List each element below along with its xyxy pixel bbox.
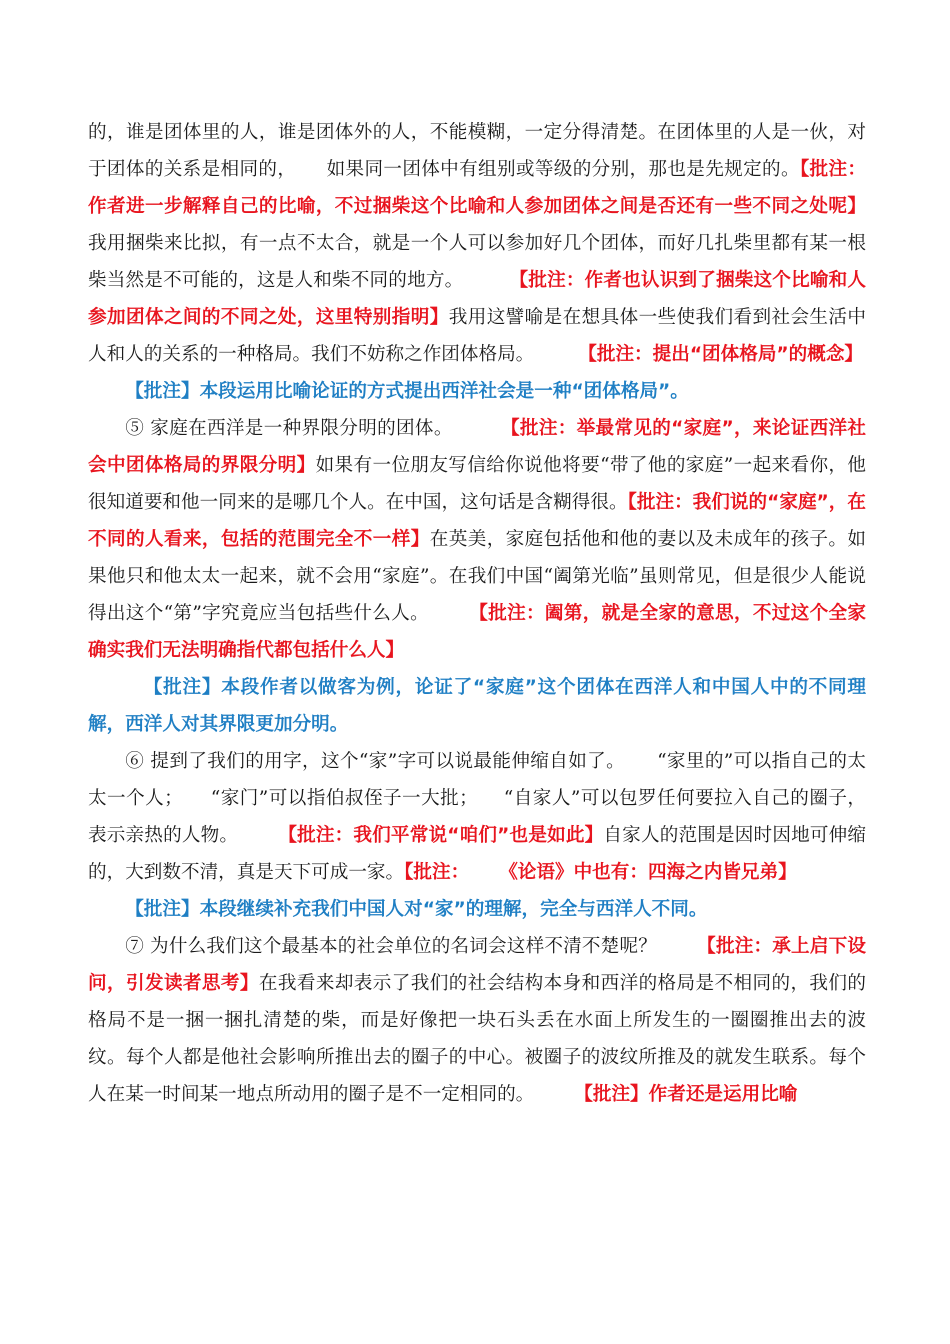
body-text: 我用这譬喻是在想具体一些使我们看到社会生活中人和人的关系的一种格局。我们不妨称之作团体格局。 xyxy=(88,307,866,365)
summary-annotation-3 xyxy=(88,891,866,928)
summary-annotation-1 xyxy=(88,373,866,410)
red-annotation: 《论语》中也有：四海之内皆兄弟】 xyxy=(499,862,797,883)
blue-annotation: 【批注】本段作者以做客为例，论证了“家庭”这个团体在西洋人和中国人中的不同理解，西洋人对其界限更加分明。 xyxy=(88,677,866,735)
paragraph-5 xyxy=(88,410,866,669)
body-text: ⑦ 为什么我们这个最基本的社会单位的名词会这样不清不楚呢？ xyxy=(125,936,657,957)
red-annotation: 【批注：提出“团体格局”的概念】 xyxy=(578,344,864,365)
document-page xyxy=(88,114,866,1113)
red-annotation: 【批注】作者还是运用比喻 xyxy=(574,1084,798,1105)
body-text: 在我看来却表示了我们的社会结构本身和西洋的格局是不相同的，我们的格局不是一捆一捆扎清楚的柴，而是好像把一块石头丢在水面上所发生的一圈圈推出去的波纹。每个人都是他社会影响所推出去的圈子的中心。被圈子的波纹所推及的就发生联系。每个人在某一时间某一地点所动用的圈子是不一定相同的。 xyxy=(88,973,866,1105)
body-text: 的，谁是团体里的人，谁是团体外的人，不能模糊，一定分得清楚。在团体里的人是一伙，对于团体的关系是相同的， xyxy=(88,122,866,180)
body-text: 自家人的范围是因时因地可伸缩的，大到数不清，真是天下可成一家。 xyxy=(88,825,866,883)
body-text: 在英美，家庭包括他和他的妻以及未成年的孩子。如果他只和他太太一起来，就不会用“家庭”。在我们中国“阖第光临”虽则常见，但是很少人能说得出这个“第”字究竟应当包括些什么人。 xyxy=(88,529,866,624)
red-annotation: 【批注：我们说的“家庭”，在不同的人看来，包括的范围完全不一样】 xyxy=(88,492,866,550)
body-text: 如果有一位朋友写信给你说他将要“带了他的家庭”一起来看你，他很知道要和他一同来的是哪几个人。在中国，这句话是含糊得很。 xyxy=(88,455,866,513)
body-text: 如果同一团体中有组别或等级的分别，那也是先规定的。 xyxy=(326,159,800,180)
body-text: “家里的”可以指自己的太太一个人； xyxy=(88,751,866,809)
body-text: “自家人”可以包罗任何要拉入自己的圈子，表示亲热的人物。 xyxy=(88,788,866,846)
body-text: ⑤ 家庭在西洋是一种界限分明的团体。 xyxy=(125,418,453,439)
body-text: ⑥ 提到了我们的用字，这个“家”字可以说最能伸缩自如了。 xyxy=(125,751,626,772)
blue-annotation: 【批注】本段运用比喻论证的方式提出西洋社会是一种“团体格局”。 xyxy=(125,381,689,402)
blue-annotation: 【批注】本段继续补充我们中国人对“家”的理解，完全与西洋人不同。 xyxy=(125,899,708,920)
paragraph-4-continued xyxy=(88,114,866,373)
red-annotation: 【批注：我们平常说“咱们”也是如此】 xyxy=(278,825,604,846)
body-text: “家门”可以指伯叔侄子一大批； xyxy=(210,788,478,809)
red-annotation: 【批注： xyxy=(404,862,470,883)
red-annotation: 【批注：承上启下设问，引发读者思考】 xyxy=(88,936,866,994)
paragraph-7 xyxy=(88,928,866,1113)
paragraph-6 xyxy=(88,743,866,891)
red-annotation: 【批注：举最常见的“家庭”，来论证西洋社会中团体格局的界限分明】 xyxy=(88,418,866,476)
red-annotation: 【批注：作者进一步解释自己的比喻，不过捆柴这个比喻和人参加团体之间是否还有一些不同之处呢】 xyxy=(88,159,866,217)
red-annotation: 【批注：阖第，就是全家的意思，不过这个全家确实我们无法明确指代都包括什么人】 xyxy=(88,603,866,661)
body-text: 我用捆柴来比拟，有一点不太合，就是一个人可以参加好几个团体，而好几扎柴里都有某一根柴当然是不可能的，这是人和柴不同的地方。 xyxy=(88,233,866,291)
red-annotation: 【批注：作者也认识到了捆柴这个比喻和人参加团体之间的不同之处，这里特别指明】 xyxy=(88,270,866,328)
summary-annotation-2 xyxy=(88,669,866,743)
